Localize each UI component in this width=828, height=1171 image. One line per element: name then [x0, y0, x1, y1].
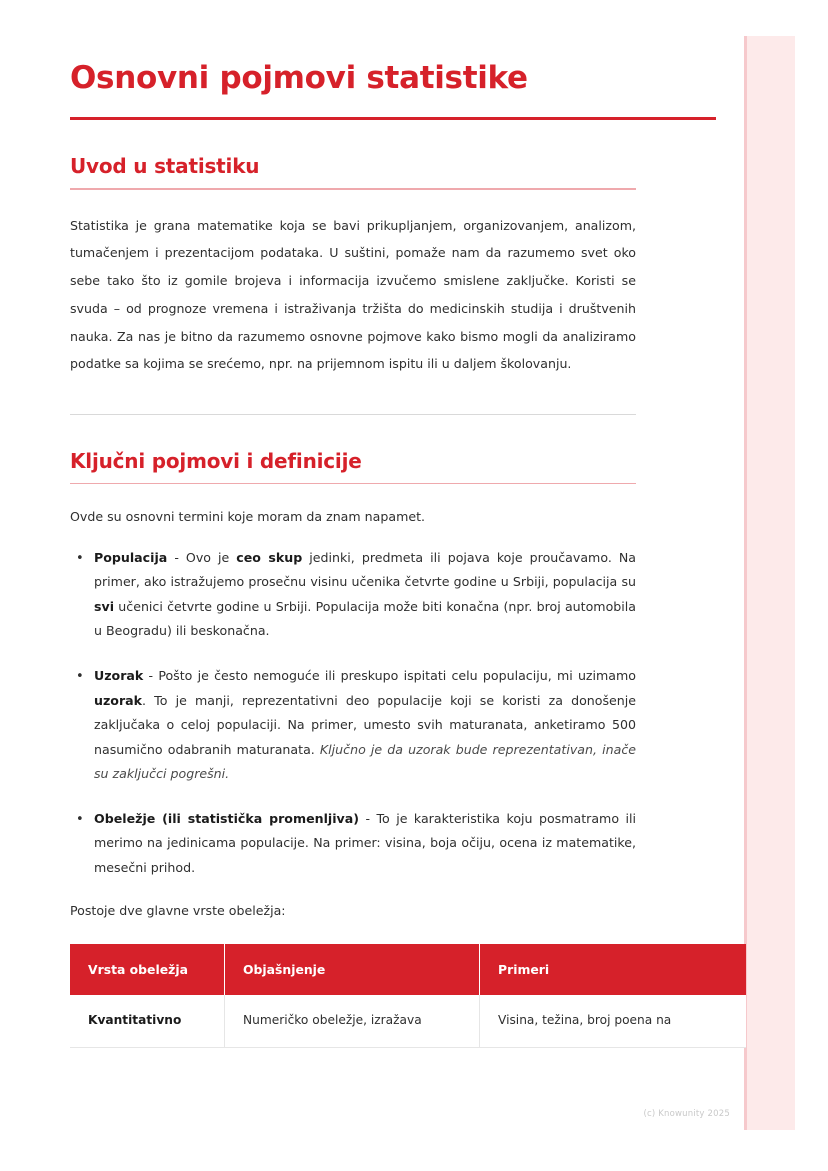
obelezja-table: [70, 944, 746, 1048]
table-cell: Numeričko obeležje, izražava: [225, 995, 480, 1047]
term-italic-note: Ključno je da uzorak bude reprezentativan, inače su zaključci pogrešni.: [94, 741, 636, 782]
term-bold-1: uzorak: [94, 692, 143, 708]
title-underline: [70, 117, 716, 120]
table-header-cell: Primeri: [480, 944, 747, 995]
term-name: Uzorak: [94, 668, 144, 683]
table-header-cell: Objašnjenje: [225, 944, 480, 995]
term-name: Obeležje (ili statistička promenljiva): [94, 810, 359, 826]
term-text-1: - Ovo je: [167, 549, 237, 565]
document-content: [70, 60, 672, 1048]
term-bold-2: svi: [94, 598, 115, 614]
list-item: [70, 546, 636, 644]
terms-lead-text: Ovde su osnovni termini koje moram da znam napamet.: [70, 509, 426, 525]
term-text-2: . To je manji, reprezentativni deo populacije koji se koristi za donošenje zaključaka o celoj populaciji. Na primer, umesto svih maturanata, anketiramo 500 nasumično odabranih maturanata.: [94, 692, 636, 757]
page-title: Osnovni pojmovi statistike: [70, 60, 528, 96]
section-underline-terms: [70, 483, 636, 485]
decorative-side-bar: [747, 36, 795, 1130]
table-row: [70, 995, 746, 1047]
table-header-row: [70, 944, 746, 995]
term-text-2: jedinki, predmeta ili pojava koje proučavamo. Na primer, ako istražujemo prosečnu visinu učenika četvrte godine u Srbiji, populacija su: [94, 549, 636, 590]
term-text-1: - To je karakteristika koju posmatramo ili merimo na jedinicama populacije. Na primer: visina, boja očiju, ocena iz matematike, mesečni prihod.: [94, 810, 636, 875]
term-bold-1: ceo skup: [236, 549, 303, 565]
term-text-3: učenici četvrte godine u Srbiji. Populacija može biti konačna (npr. broj automobila u Beogradu) ili beskonačna.: [94, 598, 636, 639]
intro-paragraph: Statistika je grana matematike koja se bavi prikupljanjem, organizovanjem, analizom, tumačenjem i prezentacijom podataka. U suštini, pomaže nam da razumemo svet oko sebe tako što iz gomile brojeva i informacija izvučemo smislene zaključke. Koristi se svuda – od prognoze vremena i istraživanja tržišta do medicinskih studija i društvenih nauka. Za nas je bitno da razumemo osnovne pojmove kako bismo mogli da analiziramo podatke sa kojima se srećemo, npr. na prijemnom ispitu ili u daljem školovanju.: [70, 217, 636, 372]
table-intro-text: Postoje dve glavne vrste obeležja:: [70, 903, 286, 919]
terms-list: [70, 546, 636, 881]
list-item: [70, 807, 636, 881]
term-text-1: - Pošto je često nemoguće ili preskupo ispitati celu populaciju, mi uzimamo: [143, 668, 636, 683]
table-cell: Visina, težina, broj poena na: [480, 995, 747, 1047]
section-heading-intro: Uvod u statistiku: [70, 154, 260, 179]
table-header-cell: Vrsta obeležja: [70, 944, 225, 995]
list-item: [70, 664, 636, 787]
section-underline-intro: [70, 188, 636, 190]
section-divider: [70, 414, 636, 415]
footer-credit: (c) Knowunity 2025: [643, 1109, 730, 1119]
term-name: Populacija: [94, 549, 168, 565]
table-cell: Kvantitativno: [70, 995, 225, 1047]
section-heading-terms: Ključni pojmovi i definicije: [70, 448, 362, 473]
